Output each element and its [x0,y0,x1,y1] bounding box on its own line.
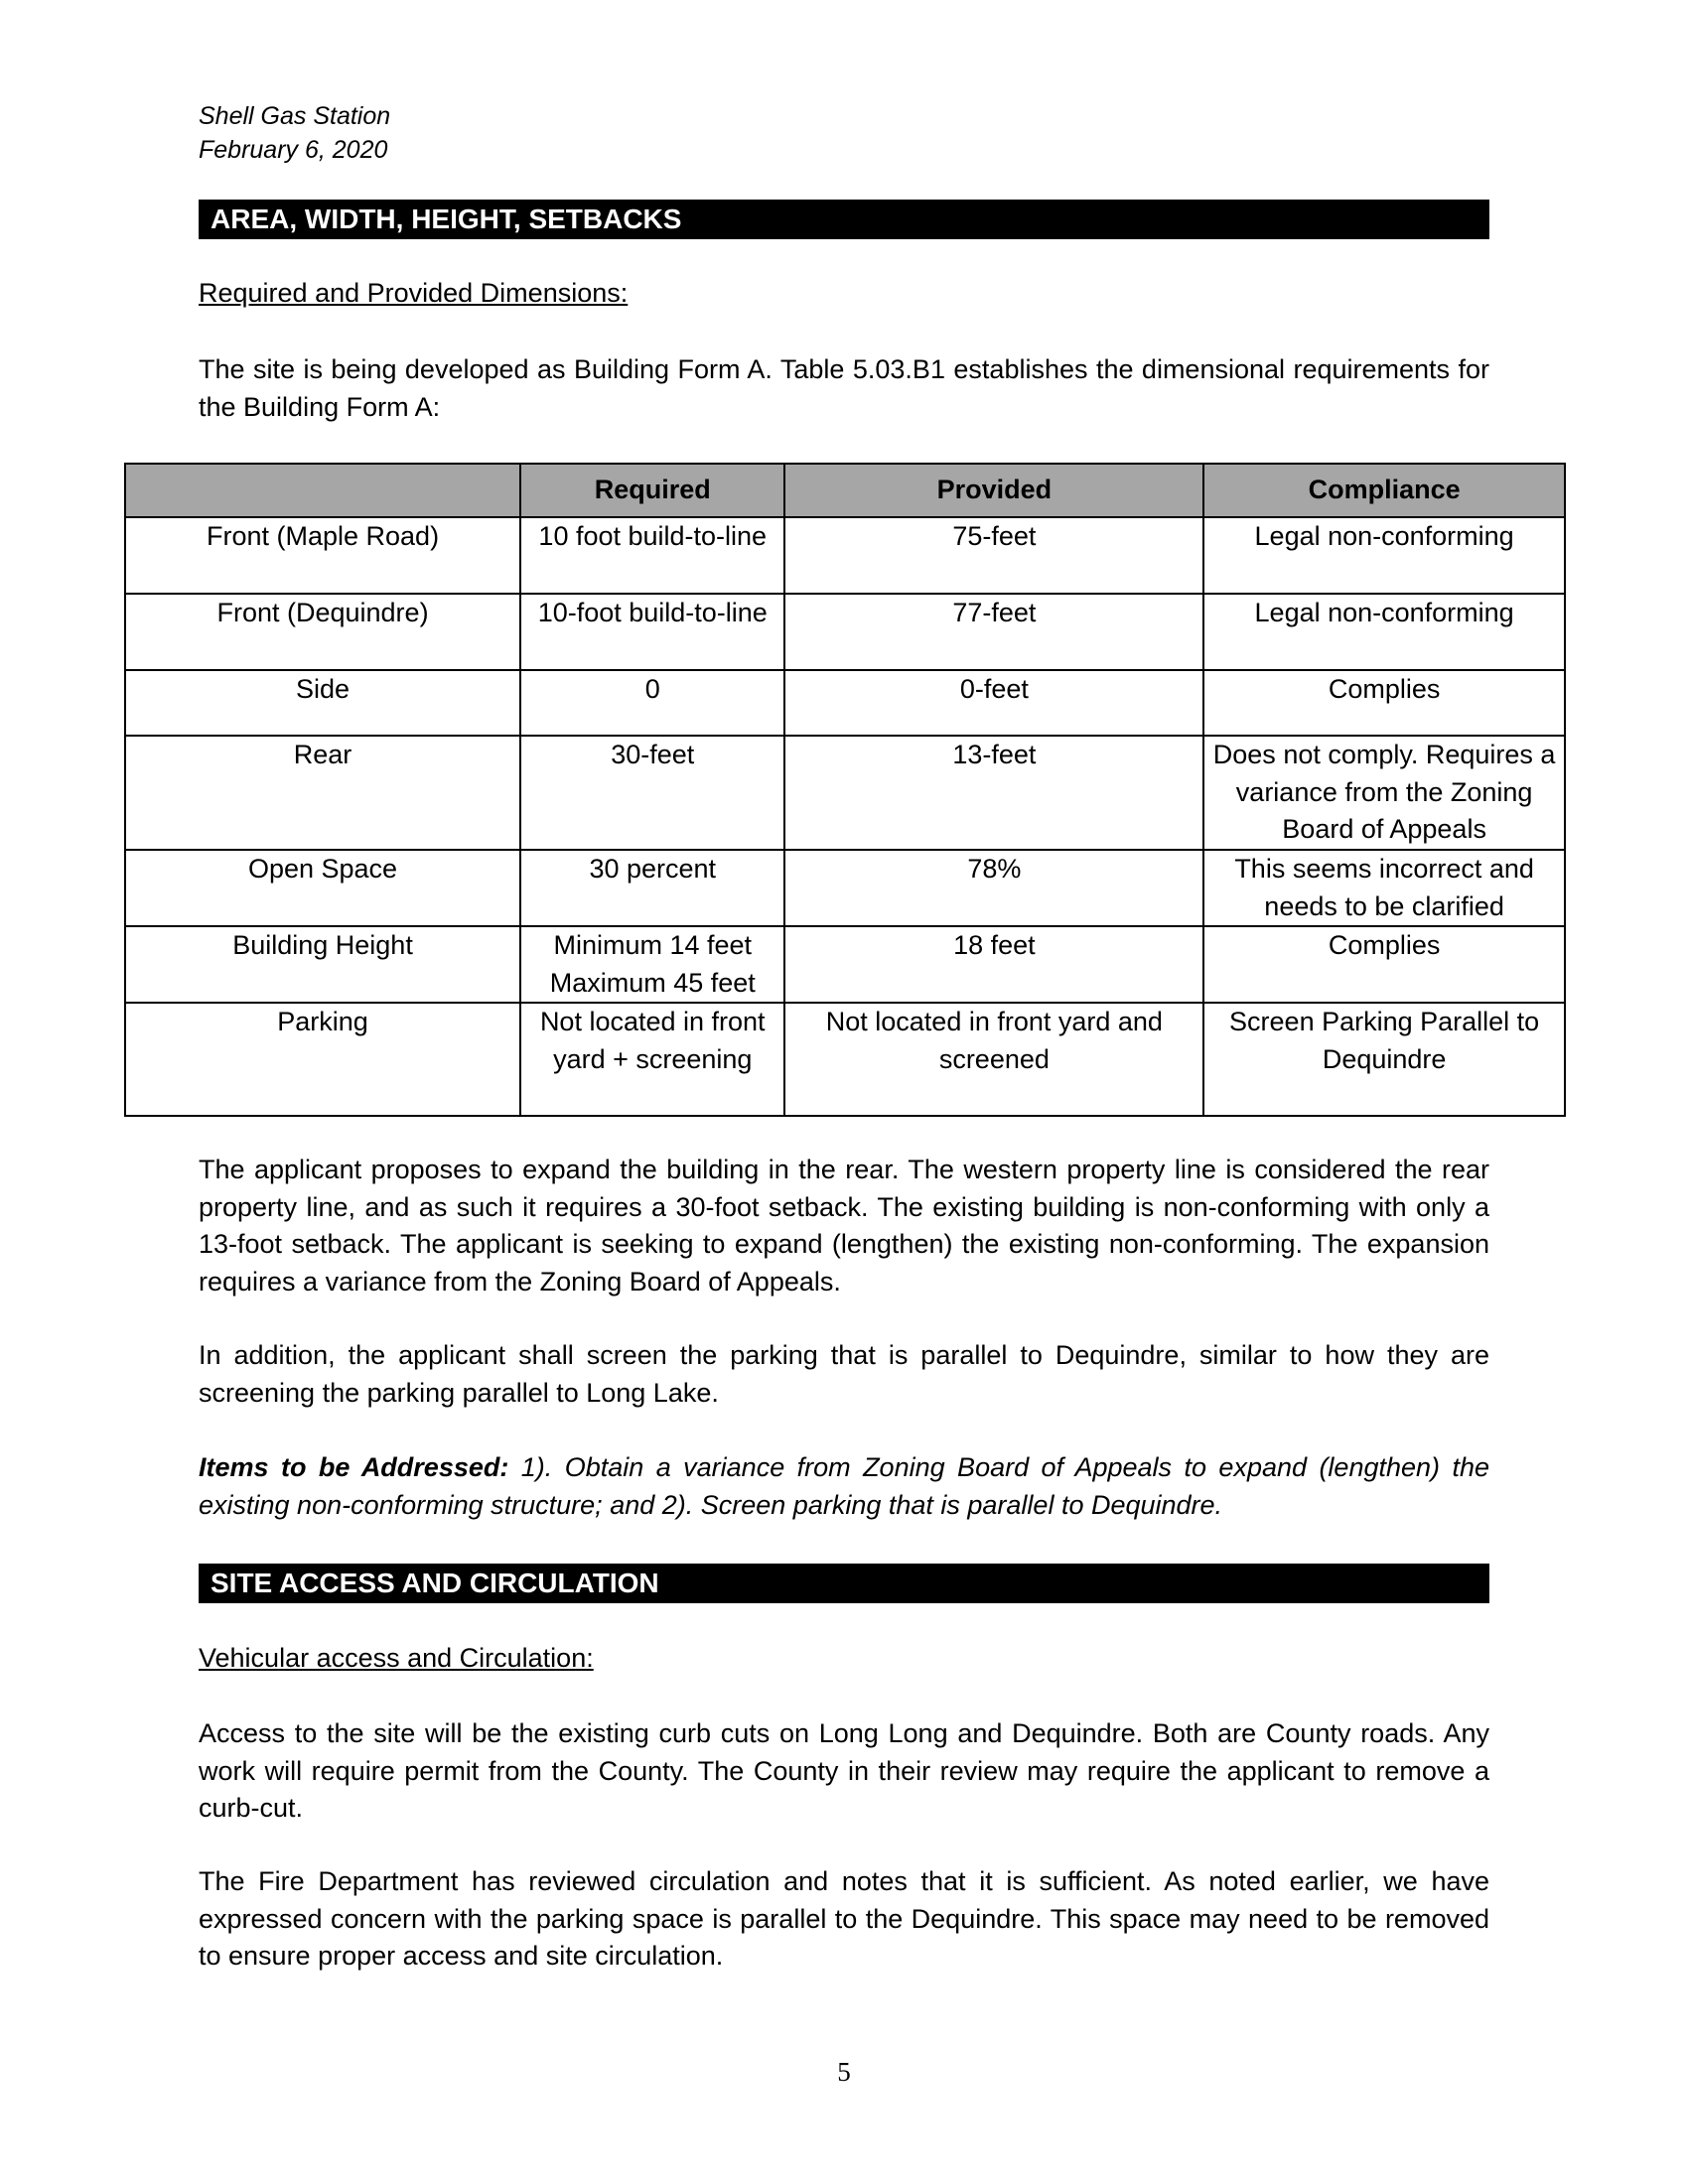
table-row [125,517,1565,594]
section-heading-setbacks: AREA, WIDTH, HEIGHT, SETBACKS [199,200,1489,239]
header-project: Shell Gas Station [199,102,391,130]
screening-paragraph: In addition, the applicant shall screen the parking that is parallel to Dequindre, similar to how they are screening the parking parallel to Long Lake. [199,1340,1489,1408]
header-cell-blank [125,464,520,517]
row-label: Parking [125,1003,520,1116]
provided-cell: 77-feet [784,594,1203,670]
table-row [125,926,1565,1003]
provided-cell: 75-feet [784,517,1203,594]
provided-cell: 0-feet [784,670,1203,736]
table-row [125,850,1565,926]
subheading-vehicular: Vehicular access and Circulation: [199,1643,594,1673]
header-date: February 6, 2020 [199,136,388,164]
compliance-cell: Complies [1203,670,1565,736]
table-row [125,594,1565,670]
table-row [125,736,1565,850]
required-cell: 0 [520,670,784,736]
dimensions-table [124,463,1566,1117]
table-header-row [125,464,1565,517]
row-label: Side [125,670,520,736]
items-text: 1). Obtain a variance from Zoning Board of Appeals to expand (lengthen) the existing non-conforming structure; and 2). Screen parking that is parallel to Dequindre. [199,1452,1489,1520]
table-row [125,670,1565,736]
header-cell-required: Required [520,464,784,517]
row-label: Rear [125,736,520,850]
header-cell-compliance: Compliance [1203,464,1565,517]
required-cell: Not located in front yard + screening [520,1003,784,1116]
required-cell: 10 foot build-to-line [520,517,784,594]
table-row [125,1003,1565,1116]
compliance-cell: Legal non-conforming [1203,517,1565,594]
compliance-cell: Screen Parking Parallel to Dequindre [1203,1003,1565,1116]
subheading-dimensions: Required and Provided Dimensions: [199,278,629,308]
required-cell: 10-foot build-to-line [520,594,784,670]
compliance-cell: This seems incorrect and needs to be clarified [1203,850,1565,926]
row-label: Open Space [125,850,520,926]
required-cell: Minimum 14 feet Maximum 45 feet [520,926,784,1003]
page-number: 5 [837,2057,851,2087]
required-cell: 30-feet [520,736,784,850]
row-label: Front (Maple Road) [125,517,520,594]
header-cell-provided: Provided [784,464,1203,517]
provided-cell: 13-feet [784,736,1203,850]
items-label: Items to be Addressed: [199,1452,509,1482]
row-label: Front (Dequindre) [125,594,520,670]
row-label: Building Height [125,926,520,1003]
items-to-address-paragraph [199,1449,1489,1524]
compliance-cell: Complies [1203,926,1565,1003]
provided-cell: 78% [784,850,1203,926]
provided-cell: Not located in front yard and screened [784,1003,1203,1116]
compliance-cell: Does not comply. Requires a variance from the Zoning Board of Appeals [1203,736,1565,850]
rear-setback-paragraph: The applicant proposes to expand the building in the rear. The western property line is considered the rear property line, and as such it requires a 30-foot setback. The existing building is non-conforming with only a 13-foot setback. The applicant is seeking to expand (lengthen) the existing non-conforming. The expansion requires a variance from the Zoning Board of Appeals. [199,1155,1489,1297]
access-paragraph: Access to the site will be the existing curb cuts on Long Long and Dequindre. Both are County roads. Any work will require permit from the County. The County in their review may require the applicant to remove a curb-cut. [199,1718,1489,1823]
intro-paragraph: The site is being developed as Building Form A. Table 5.03.B1 establishes the dimensional requirements for the Building Form A: [199,354,1489,422]
section-heading-access: SITE ACCESS AND CIRCULATION [199,1564,1489,1603]
page-header [199,99,1489,167]
provided-cell: 18 feet [784,926,1203,1003]
required-cell: 30 percent [520,850,784,926]
fire-department-paragraph: The Fire Department has reviewed circulation and notes that it is sufficient. As noted earlier, we have expressed concern with the parking space is parallel to the Dequindre. This space may need to be removed to ensure proper access and site circulation. [199,1866,1489,1971]
compliance-cell: Legal non-conforming [1203,594,1565,670]
